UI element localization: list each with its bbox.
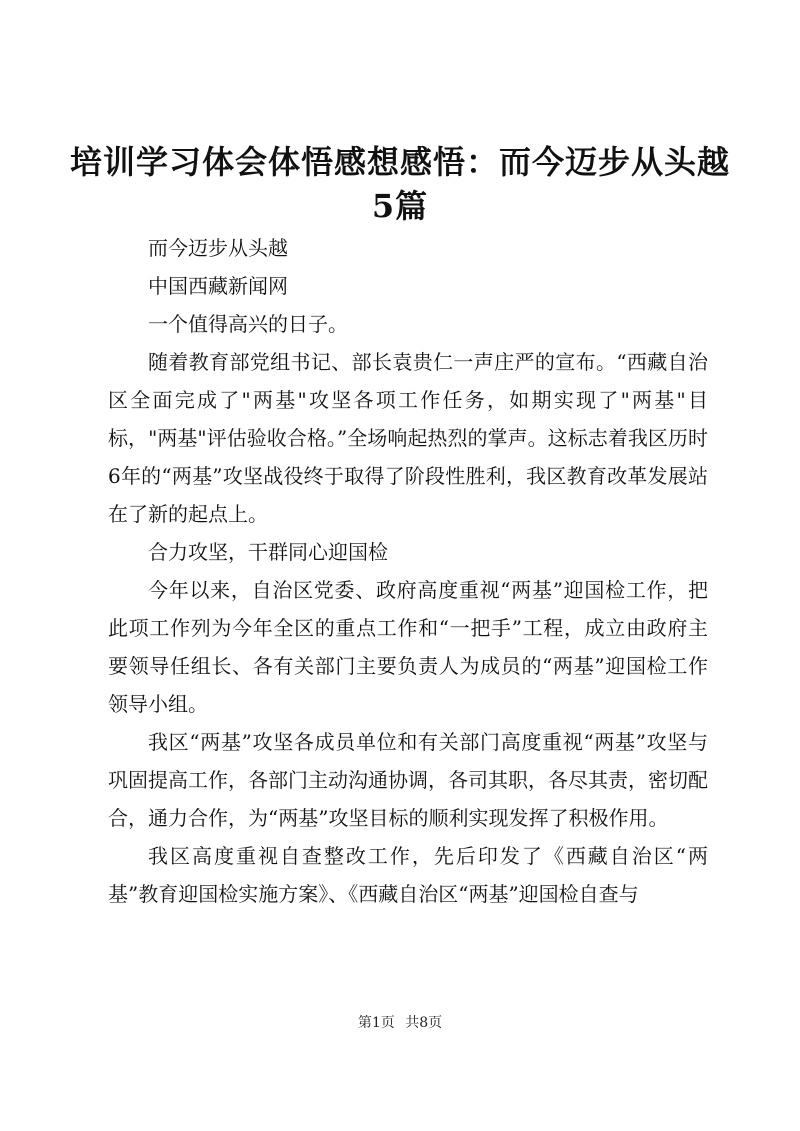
page-footer: [0, 1012, 800, 1032]
paragraph-leadership: 今年以来，自治区党委、政府高度重视“两基”迎国检工作，把此项工作列为今年全区的重点工作和“一把手”工程，成立由政府主要领导任组长、各有关部门主要负责人为成员的“两基”迎国检工作领导小组。: [108, 578, 708, 716]
document-body: [108, 229, 708, 913]
section-heading: 合力攻坚，干群同心迎国检: [148, 540, 388, 564]
paragraph-cooperation: 我区“两基”攻坚各成员单位和有关部门高度重视“两基”攻坚与巩固提高工作，各部门主动沟通协调，各司其职，各尽其责，密切配合，通力合作，为“两基”攻坚目标的顺利实现发挥了积极作用。: [108, 730, 708, 830]
title-line-2: 5篇: [371, 187, 429, 225]
page-total: 共8页: [405, 1015, 443, 1031]
document-title: [60, 140, 740, 228]
page-number: 第1页: [357, 1015, 395, 1031]
paragraph-self-inspection: 我区高度重视自查整改工作，先后印发了《西藏自治区“两基”教育迎国检实施方案》、《西藏自治区“两基”迎国检自查与: [108, 844, 708, 906]
paragraph-subtitle: 而今迈步从头越: [148, 236, 288, 260]
paragraph-intro: 一个值得高兴的日子。: [148, 312, 348, 336]
paragraph-announcement: 随着教育部党组书记、部长袁贵仁一声庄严的宣布。“西藏自治区全面完成了"两基"攻坚各项工作任务，如期实现了"两基"目标，"两基"评估验收合格。”全场响起热烈的掌声。这标志着我区历时6年的“两基”攻坚战役终于取得了阶段性胜利，我区教育改革发展站在了新的起点上。: [108, 350, 708, 526]
paragraph-source: 中国西藏新闻网: [148, 274, 288, 298]
title-line-1: 培训学习体会体悟感想感悟：而今迈步从头越: [69, 143, 730, 181]
